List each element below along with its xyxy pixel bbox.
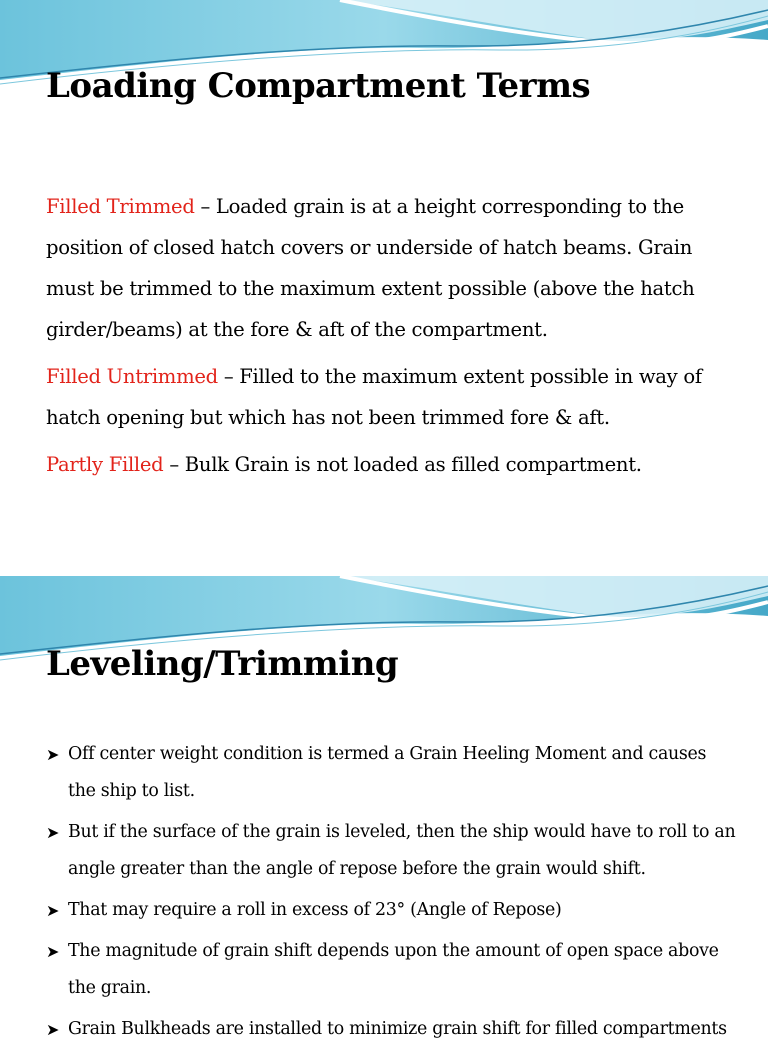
slide-2 — [0, 576, 768, 1039]
term-definition — [46, 356, 736, 438]
page-title: Leveling/Trimming — [46, 644, 399, 684]
page-title: Loading Compartment Terms — [46, 66, 591, 106]
bullet-text: Grain Bulkheads are installed to minimize grain shift for filled compartments — [68, 1019, 727, 1039]
bullet-text: Off center weight condition is termed a Grain Heeling Moment and causes the ship to list. — [68, 744, 707, 801]
slide-1 — [0, 0, 768, 520]
arrowhead-bullet-icon: ➤ — [46, 942, 60, 961]
arrowhead-bullet-icon: ➤ — [46, 901, 60, 920]
arrowhead-bullet-icon: ➤ — [46, 823, 60, 842]
list-item — [46, 814, 736, 888]
term-name: Partly Filled — [46, 453, 164, 476]
term-name: Filled Untrimmed — [46, 365, 218, 388]
slide-gap — [0, 520, 768, 576]
list-item — [46, 933, 736, 1007]
arrowhead-bullet-icon: ➤ — [46, 745, 60, 764]
term-text: – Bulk Grain is not loaded as filled compartment. — [163, 453, 642, 476]
list-item — [46, 736, 736, 810]
list-item — [46, 1011, 736, 1048]
bullet-text: The magnitude of grain shift depends upon the amount of open space above the grain. — [68, 941, 719, 998]
list-item — [46, 892, 736, 929]
term-definitions — [46, 186, 736, 491]
term-definition — [46, 186, 736, 350]
bullet-list — [46, 736, 736, 1052]
term-text: – Filled to the maximum extent possible in way of hatch opening but which has not been trimmed fore & aft. — [46, 365, 702, 429]
bullet-text: But if the surface of the grain is leveled, then the ship would have to roll to an angle greater than the angle of repose before the grain would shift. — [68, 822, 736, 879]
term-name: Filled Trimmed — [46, 195, 195, 218]
bullet-text: That may require a roll in excess of 23° (Angle of Repose) — [68, 900, 562, 920]
term-text: – Loaded grain is at a height corresponding to the position of closed hatch covers or underside of hatch beams. Grain must be trimmed to the maximum extent possible (above the hatch girder/beams) at the fore & aft of the compartment. — [46, 195, 695, 341]
arrowhead-bullet-icon: ➤ — [46, 1020, 60, 1039]
term-definition — [46, 444, 736, 485]
